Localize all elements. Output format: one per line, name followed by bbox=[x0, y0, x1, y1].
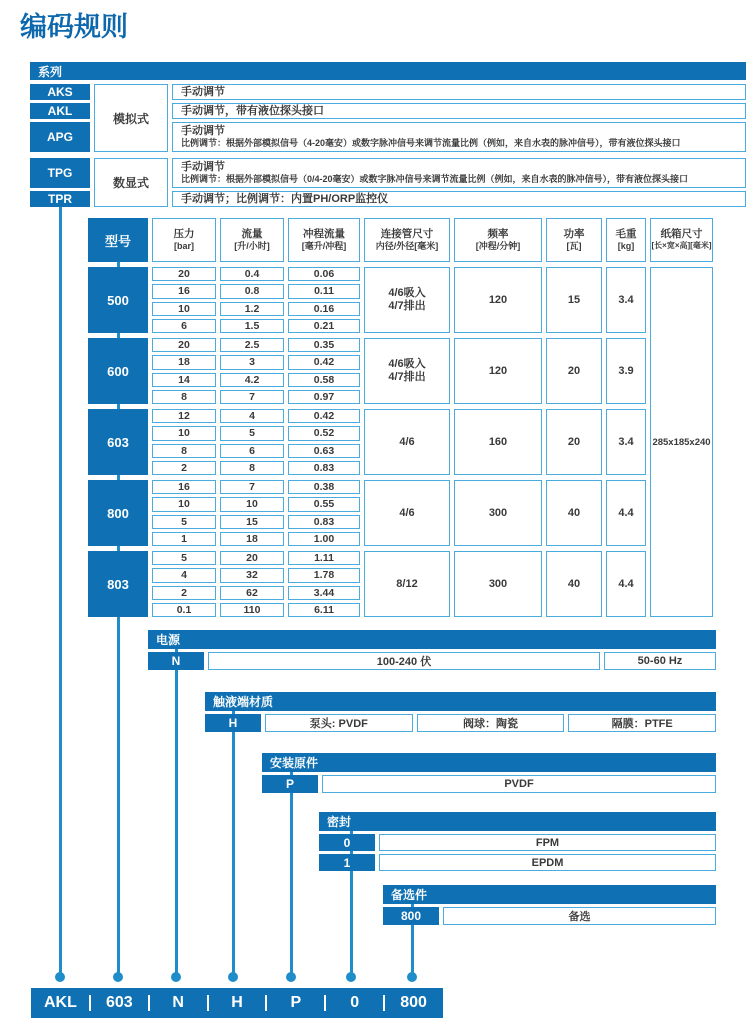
order-code-bar bbox=[31, 988, 443, 1018]
stroke-cell: 0.06 bbox=[288, 267, 360, 281]
flow-cell: 18 bbox=[220, 532, 284, 546]
stroke-cell: 1.78 bbox=[288, 568, 360, 582]
pipe-cell bbox=[364, 480, 450, 546]
header-line: 冲程流量 bbox=[303, 228, 345, 240]
pressure-cell: 2 bbox=[152, 586, 216, 600]
options-code-cell: 800 bbox=[383, 907, 439, 925]
pressure-cell: 10 bbox=[152, 302, 216, 316]
spec-table-body bbox=[88, 267, 713, 617]
seal-code-cell: 0 bbox=[319, 834, 375, 851]
flow-cell: 10 bbox=[220, 497, 284, 511]
code-segment-seal: 0 bbox=[325, 988, 384, 1018]
install-section bbox=[262, 753, 716, 793]
diaphragm-cell: 隔膜：PTFE bbox=[568, 714, 716, 732]
connector-line-install bbox=[290, 761, 293, 978]
pressure-cell: 2 bbox=[152, 461, 216, 475]
model-group-500 bbox=[88, 267, 646, 333]
header-power bbox=[546, 218, 602, 262]
pressure-cell: 5 bbox=[152, 551, 216, 565]
pressure-stack bbox=[152, 551, 216, 617]
flow-cell: 32 bbox=[220, 568, 284, 582]
material-section bbox=[205, 692, 716, 732]
power-section-header: 电源 bbox=[148, 630, 716, 649]
flow-stack bbox=[220, 551, 284, 617]
pipe-cell bbox=[364, 409, 450, 475]
flow-cell: 3 bbox=[220, 355, 284, 369]
code-segment-power: N bbox=[149, 988, 208, 1018]
pressure-cell: 8 bbox=[152, 444, 216, 458]
code-segment-series: AKL bbox=[43, 994, 77, 1011]
header-line: 毛重 bbox=[615, 228, 637, 240]
weight-cell: 4.4 bbox=[606, 551, 646, 617]
header-line: [kg] bbox=[617, 241, 635, 251]
header-flow bbox=[220, 218, 284, 262]
stroke-cell: 0.11 bbox=[288, 284, 360, 298]
power-cell: 20 bbox=[546, 409, 602, 475]
stroke-cell: 0.35 bbox=[288, 338, 360, 352]
series-table bbox=[30, 62, 746, 207]
frequency-cell: 300 bbox=[454, 551, 542, 617]
pressure-stack bbox=[152, 267, 216, 333]
series-code-column bbox=[30, 84, 90, 152]
seal-code-cell: 1 bbox=[319, 854, 375, 871]
header-frequency bbox=[454, 218, 542, 262]
header-line: [毫升/冲程] bbox=[301, 241, 347, 251]
series-type-analog: 模拟式 bbox=[94, 84, 168, 152]
stroke-stack bbox=[288, 409, 360, 475]
pressure-cell: 6 bbox=[152, 319, 216, 333]
flow-cell: 7 bbox=[220, 390, 284, 404]
header-line: [冲程/分钟] bbox=[475, 241, 521, 251]
model-group-803 bbox=[88, 551, 646, 617]
series-desc-column bbox=[172, 158, 746, 207]
carton-size-cell: 285x185x240 bbox=[650, 267, 713, 617]
pressure-cell: 4 bbox=[152, 568, 216, 582]
header-line: 频率 bbox=[487, 228, 509, 240]
series-desc-tpr bbox=[172, 191, 746, 207]
pressure-cell: 20 bbox=[152, 338, 216, 352]
series-code-tpg: TPG bbox=[30, 158, 90, 188]
header-line: [升/小时] bbox=[234, 241, 270, 251]
voltage-cell: 100-240 伏 bbox=[208, 652, 600, 670]
series-digital-group bbox=[30, 158, 746, 207]
flow-cell: 20 bbox=[220, 551, 284, 565]
frequency-cell: 120 bbox=[454, 267, 542, 333]
install-code-cell: P bbox=[262, 775, 318, 793]
stroke-cell: 0.42 bbox=[288, 355, 360, 369]
series-analog-group bbox=[30, 84, 746, 152]
header-line: 流量 bbox=[241, 228, 263, 240]
weight-cell: 3.9 bbox=[606, 338, 646, 404]
connector-dot bbox=[407, 972, 417, 982]
connector-line-power bbox=[175, 640, 178, 978]
header-line: 压力 bbox=[173, 228, 195, 240]
spec-table bbox=[88, 218, 713, 617]
install-section-header: 安装原件 bbox=[262, 753, 716, 772]
pressure-cell: 8 bbox=[152, 390, 216, 404]
flow-cell: 110 bbox=[220, 603, 284, 617]
page-title: 编码规则 bbox=[20, 12, 128, 42]
flow-cell: 2.5 bbox=[220, 338, 284, 352]
series-desc-akl bbox=[172, 103, 746, 119]
stroke-stack bbox=[288, 267, 360, 333]
header-carton bbox=[650, 218, 713, 262]
stroke-cell: 0.16 bbox=[288, 302, 360, 316]
material-row bbox=[205, 714, 716, 732]
options-section-header: 备选件 bbox=[383, 885, 716, 904]
code-segment-model: 603 bbox=[90, 988, 149, 1018]
model-group-600 bbox=[88, 338, 646, 404]
stroke-cell: 0.55 bbox=[288, 497, 360, 511]
flow-stack bbox=[220, 480, 284, 546]
series-code-tpr: TPR bbox=[30, 191, 90, 207]
header-line: 连接管尺寸 bbox=[380, 228, 434, 240]
flow-cell: 0.8 bbox=[220, 284, 284, 298]
options-section bbox=[383, 885, 716, 925]
pipe-line: 4/6吸入 bbox=[388, 287, 426, 299]
flow-cell: 7 bbox=[220, 480, 284, 494]
pipe-line: 8/12 bbox=[396, 577, 418, 590]
options-value-cell: 备选 bbox=[443, 907, 716, 925]
header-line: 内径/外径[毫米] bbox=[375, 241, 439, 251]
pipe-cell bbox=[364, 551, 450, 617]
series-header: 系列 bbox=[30, 62, 746, 80]
pressure-cell: 0.1 bbox=[152, 603, 216, 617]
frequency-cell: 160 bbox=[454, 409, 542, 475]
model-group-603 bbox=[88, 409, 646, 475]
series-desc-apg bbox=[172, 122, 746, 152]
seal-section-header: 密封 bbox=[319, 812, 716, 831]
desc-line: 手动调节 bbox=[181, 85, 225, 98]
code-segment-options: 800 bbox=[384, 988, 443, 1018]
stroke-stack bbox=[288, 338, 360, 404]
power-code-cell: N bbox=[148, 652, 204, 670]
seal-section bbox=[319, 812, 716, 871]
model-cell: 500 bbox=[88, 267, 148, 333]
power-cell: 40 bbox=[546, 551, 602, 617]
header-line: 功率 bbox=[563, 228, 585, 240]
series-type-digital: 数显式 bbox=[94, 158, 168, 207]
power-cell: 15 bbox=[546, 267, 602, 333]
series-desc-tpg bbox=[172, 158, 746, 188]
pressure-cell: 1 bbox=[152, 532, 216, 546]
pressure-cell: 14 bbox=[152, 373, 216, 387]
power-cell: 40 bbox=[546, 480, 602, 546]
flow-stack bbox=[220, 338, 284, 404]
flow-cell: 1.2 bbox=[220, 302, 284, 316]
series-code-column bbox=[30, 158, 90, 207]
pipe-line: 4/6吸入 bbox=[388, 358, 426, 370]
desc-line: 手动调节；比例调节：内置PH/ORP监控仪 bbox=[181, 192, 389, 205]
stroke-cell: 0.63 bbox=[288, 444, 360, 458]
series-code-akl: AKL bbox=[30, 103, 90, 119]
power-cell: 20 bbox=[546, 338, 602, 404]
desc-line: 比例调节：根据外部模拟信号（0/4-20毫安）或数字脉冲信号来调节流量比例（例如，来自水表的脉冲信号），带有液位探头接口 bbox=[181, 174, 689, 184]
flow-cell: 1.5 bbox=[220, 319, 284, 333]
model-cell: 603 bbox=[88, 409, 148, 475]
material-section-header: 触液端材质 bbox=[205, 692, 716, 711]
stroke-cell: 0.83 bbox=[288, 461, 360, 475]
connector-dot bbox=[55, 972, 65, 982]
pressure-stack bbox=[152, 338, 216, 404]
header-line: [长×宽×高][毫米] bbox=[651, 241, 712, 250]
flow-cell: 15 bbox=[220, 515, 284, 529]
desc-line: 比例调节：根据外部模拟信号（4-20毫安）或数字脉冲信号来调节流量比例（例如，来自水表的脉冲信号），带有液位探头接口 bbox=[181, 138, 681, 148]
pressure-cell: 18 bbox=[152, 355, 216, 369]
flow-cell: 4.2 bbox=[220, 373, 284, 387]
install-value-cell: PVDF bbox=[322, 775, 716, 793]
stroke-cell: 0.42 bbox=[288, 409, 360, 423]
stroke-cell: 0.58 bbox=[288, 373, 360, 387]
model-cell: 800 bbox=[88, 480, 148, 546]
model-cell: 803 bbox=[88, 551, 148, 617]
stroke-cell: 0.97 bbox=[288, 390, 360, 404]
connector-dot bbox=[113, 972, 123, 982]
pressure-cell: 12 bbox=[152, 409, 216, 423]
pressure-cell: 16 bbox=[152, 284, 216, 298]
code-segment-material: H bbox=[208, 988, 267, 1018]
pipe-line: 4/7排出 bbox=[388, 300, 426, 312]
desc-line: 手动调节 bbox=[181, 161, 225, 173]
flow-cell: 8 bbox=[220, 461, 284, 475]
stroke-cell: 0.52 bbox=[288, 426, 360, 440]
pressure-cell: 5 bbox=[152, 515, 216, 529]
header-line: [bar] bbox=[174, 241, 194, 251]
pressure-cell: 10 bbox=[152, 497, 216, 511]
pump-head-cell: 泵头: PVDF bbox=[265, 714, 413, 732]
hz-cell: 50-60 Hz bbox=[604, 652, 716, 670]
stroke-cell: 1.00 bbox=[288, 532, 360, 546]
flow-cell: 62 bbox=[220, 586, 284, 600]
pressure-cell: 16 bbox=[152, 480, 216, 494]
stroke-cell: 0.38 bbox=[288, 480, 360, 494]
pipe-cell bbox=[364, 267, 450, 333]
pipe-line: 4/7排出 bbox=[388, 371, 426, 383]
header-model: 型号 bbox=[88, 218, 148, 262]
pressure-cell: 20 bbox=[152, 267, 216, 281]
flow-stack bbox=[220, 409, 284, 475]
flow-cell: 4 bbox=[220, 409, 284, 423]
connector-dot bbox=[171, 972, 181, 982]
series-desc-aks bbox=[172, 84, 746, 100]
seal-value-cell: EPDM bbox=[379, 854, 716, 871]
valve-ball-cell: 阀球：陶瓷 bbox=[417, 714, 565, 732]
desc-line: 手动调节，带有液位探头接口 bbox=[181, 104, 324, 117]
stroke-cell: 6.11 bbox=[288, 603, 360, 617]
stroke-cell: 3.44 bbox=[288, 586, 360, 600]
weight-cell: 4.4 bbox=[606, 480, 646, 546]
header-line: [瓦] bbox=[566, 241, 582, 251]
desc-line: 手动调节 bbox=[181, 125, 225, 137]
flow-cell: 6 bbox=[220, 444, 284, 458]
series-desc-column bbox=[172, 84, 746, 152]
stroke-cell: 0.83 bbox=[288, 515, 360, 529]
install-row bbox=[262, 775, 716, 793]
weight-cell: 3.4 bbox=[606, 267, 646, 333]
pressure-stack bbox=[152, 480, 216, 546]
weight-cell: 3.4 bbox=[606, 409, 646, 475]
pressure-stack bbox=[152, 409, 216, 475]
connector-dot bbox=[228, 972, 238, 982]
header-line: 纸箱尺寸 bbox=[660, 228, 703, 240]
flow-cell: 0.4 bbox=[220, 267, 284, 281]
connector-line-material bbox=[232, 701, 235, 978]
header-stroke bbox=[288, 218, 360, 262]
flow-cell: 5 bbox=[220, 426, 284, 440]
connector-dot bbox=[286, 972, 296, 982]
series-code-aks: AKS bbox=[30, 84, 90, 100]
stroke-cell: 0.21 bbox=[288, 319, 360, 333]
pipe-cell bbox=[364, 338, 450, 404]
options-row bbox=[383, 907, 716, 925]
header-weight bbox=[606, 218, 646, 262]
seal-value-cell: FPM bbox=[379, 834, 716, 851]
power-row bbox=[148, 652, 716, 670]
pipe-line: 4/6 bbox=[399, 435, 415, 448]
frequency-cell: 300 bbox=[454, 480, 542, 546]
series-code-apg: APG bbox=[30, 122, 90, 152]
connector-dot bbox=[346, 972, 356, 982]
seal-row-0 bbox=[319, 834, 716, 851]
stroke-stack bbox=[288, 551, 360, 617]
model-cell: 600 bbox=[88, 338, 148, 404]
model-group-800 bbox=[88, 480, 646, 546]
material-code-cell: H bbox=[205, 714, 261, 732]
pressure-cell: 10 bbox=[152, 426, 216, 440]
power-section bbox=[148, 630, 716, 670]
stroke-cell: 1.11 bbox=[288, 551, 360, 565]
spec-table-header bbox=[88, 218, 713, 262]
pipe-line: 4/6 bbox=[399, 506, 415, 519]
code-segment-install: P bbox=[266, 988, 325, 1018]
frequency-cell: 120 bbox=[454, 338, 542, 404]
stroke-stack bbox=[288, 480, 360, 546]
header-pressure bbox=[152, 218, 216, 262]
seal-row-1 bbox=[319, 854, 716, 871]
connector-line-series bbox=[59, 204, 62, 978]
flow-stack bbox=[220, 267, 284, 333]
header-pipe bbox=[364, 218, 450, 262]
